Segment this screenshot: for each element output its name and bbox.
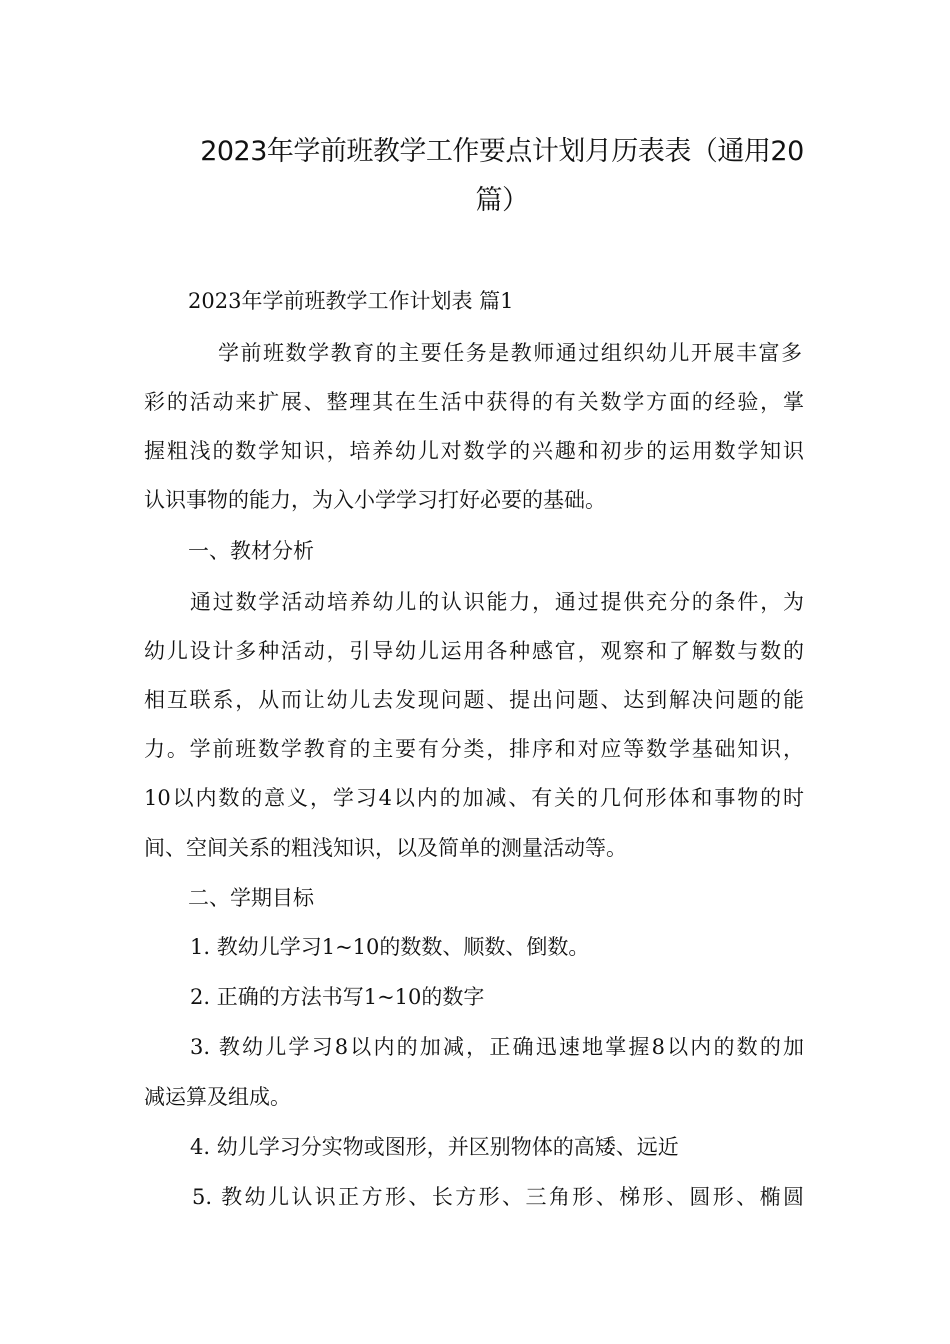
paragraph-line: 相互联系，从而让幼儿去发现问题、提出问题、达到解决问题的能 (144, 688, 804, 712)
paragraph-line: 间、空间关系的粗浅知识，以及简单的测量活动等。 (144, 836, 627, 860)
section-heading: 2023年学前班教学工作计划表 篇1 (188, 289, 514, 313)
paragraph-line: 认识事物的能力，为入小学学习打好必要的基础。 (144, 488, 606, 512)
goal-item: 5. 教幼儿认识正方形、长方形、三角形、梯形、圆形、椭圆 (192, 1185, 804, 1209)
paragraph-line: 学前班数学教育的主要任务是教师通过组织幼儿开展丰富多 (218, 341, 802, 365)
document-title-line-2: 篇） (475, 185, 529, 216)
goal-item: 4. 幼儿学习分实物或图形，并区别物体的高矮、远近 (190, 1135, 679, 1159)
goal-item: 2. 正确的方法书写1~10的数字 (190, 985, 485, 1009)
heading-textbook-analysis: 一、教材分析 (188, 539, 314, 563)
goal-item-continuation: 减运算及组成。 (144, 1085, 291, 1109)
paragraph-line: 通过数学活动培养幼儿的认识能力，通过提供充分的条件，为 (190, 590, 804, 614)
heading-semester-goals: 二、学期目标 (188, 886, 314, 910)
document-title-line-1: 2023年学前班教学工作要点计划月历表表（通用20 (200, 136, 804, 167)
paragraph-line: 10以内数的意义，学习4以内的加减、有关的几何形体和事物的时 (144, 786, 804, 810)
paragraph-line: 力。学前班数学教育的主要有分类，排序和对应等数学基础知识， (144, 737, 804, 761)
goal-item: 1. 教幼儿学习1~10的数数、顺数、倒数。 (190, 935, 590, 959)
paragraph-line: 握粗浅的数学知识，培养幼儿对数学的兴趣和初步的运用数学知识 (144, 439, 804, 463)
paragraph-line: 彩的活动来扩展、整理其在生活中获得的有关数学方面的经验，掌 (144, 390, 804, 414)
paragraph-line: 幼儿设计多种活动，引导幼儿运用各种感官，观察和了解数与数的 (144, 639, 804, 663)
goal-item: 3. 教幼儿学习8以内的加减，正确迅速地掌握8以内的数的加 (190, 1035, 804, 1059)
